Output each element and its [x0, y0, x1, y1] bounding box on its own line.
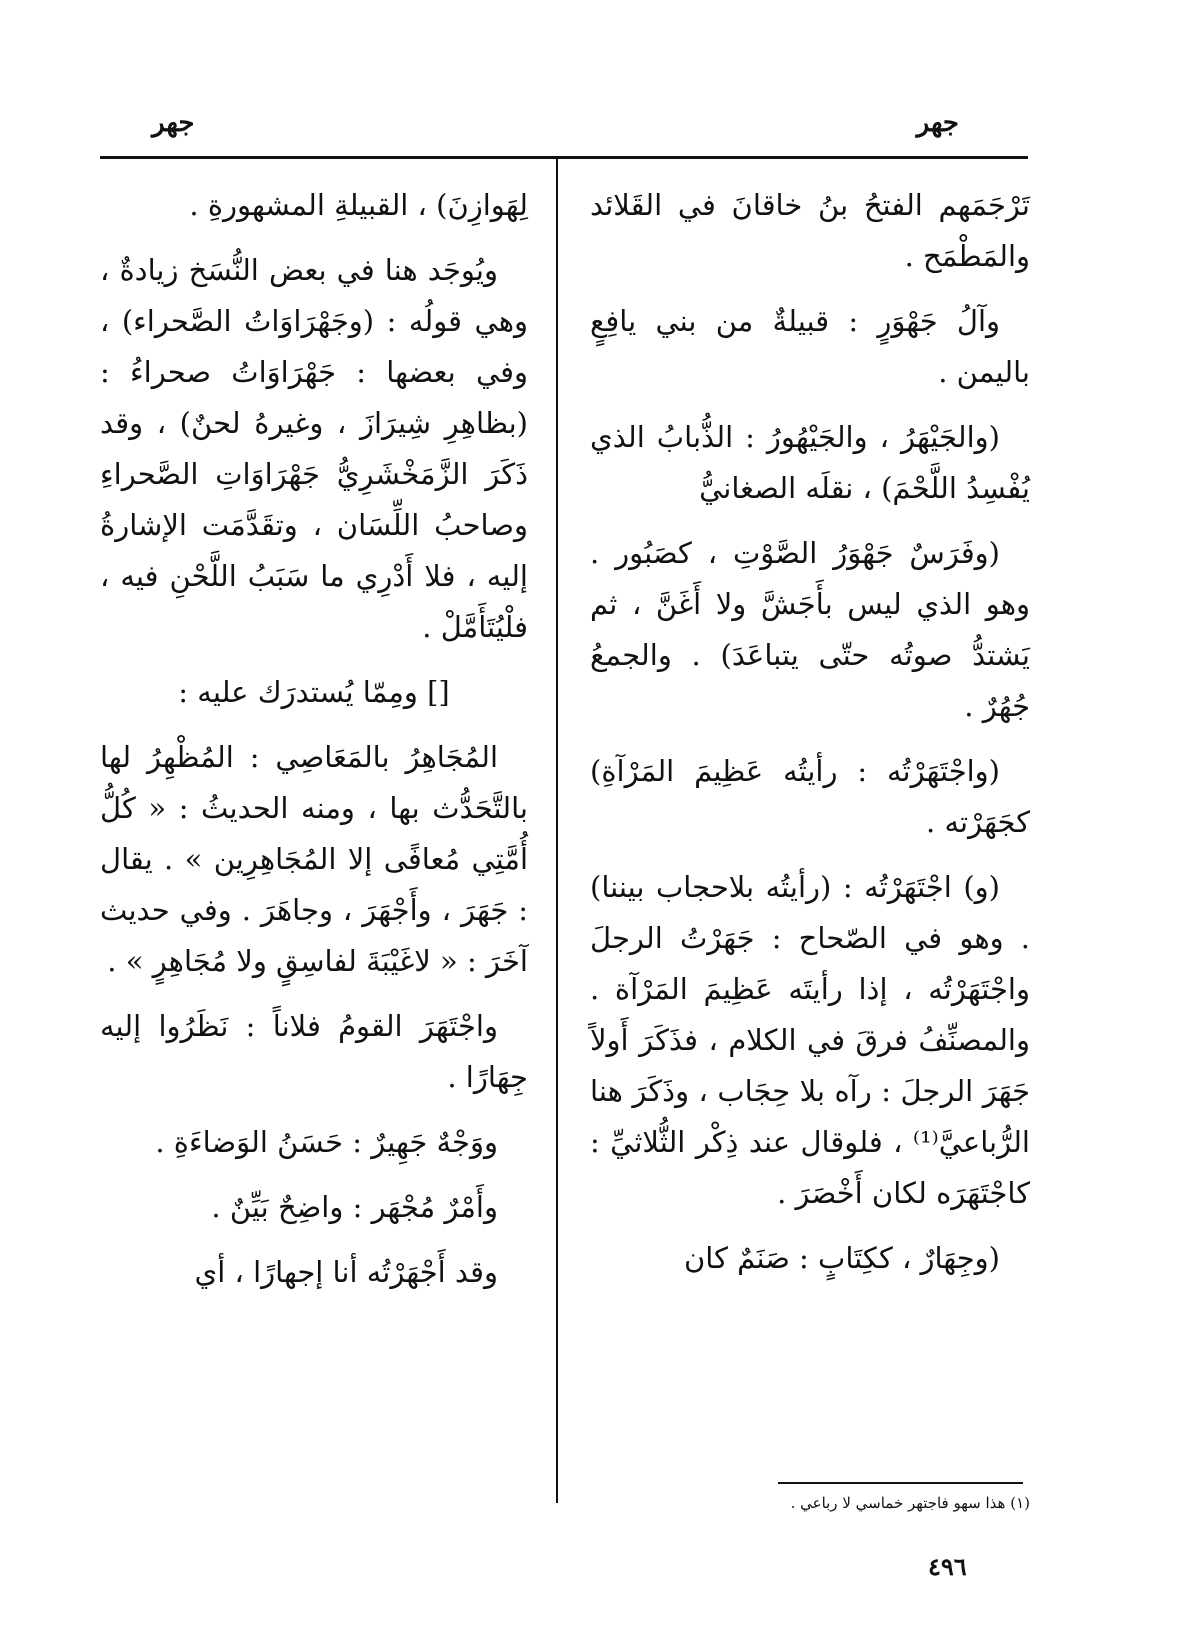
paragraph: وأَمْرٌ مُجْهَر : واضِحٌ بَيِّنٌ . [211, 1190, 498, 1224]
paragraph: (وجِهَارٌ ، ككِتَابٍ : صَنَمٌ كان [684, 1241, 1000, 1275]
running-header-right: جهر [916, 108, 959, 138]
left-column [100, 180, 528, 1312]
paragraph: (واجْتَهَرْتُه : رأيتُه عَظِيمَ المَرْآةِ) كجَهَرْته . [590, 754, 1030, 839]
section-heading: [] ومِمّا يُستدرَك عليه : [178, 675, 450, 709]
paragraph: وقد أَجْهَرْتُه أنا إجهارًا ، أي [194, 1255, 498, 1289]
header-rule [100, 156, 1028, 159]
paragraph: المُجَاهِرُ بالمَعَاصِي : المُظْهِرُ لها بالتَّحَدُّث بها ، ومنه الحديثُ : « كُلُّ أُمَّتِي مُعافًى إلا المُجَاهِرِين » . يقال : جَهَرَ ، وأَجْهَرَ ، وجاهَرَ . وفي حديث آخَرَ : « لاغَيْبَةَ لفاسِقٍ ولا مُجَاهِرٍ » . [100, 740, 528, 978]
paragraph: (و) اجْتَهَرْتُه : (رأيتُه بلاحجاب بيننا) . وهو في الصّحاح : جَهَرْتُ الرجلَ واجْتَهَرْتُه ، إذا رأيتَه عَظِيمَ المَرْآة . والمصنِّفُ فرقَ في الكلام ، فذَكَرَ أَولاً جَهَرَ الرجلَ : رآه بلا حِجَاب ، وذَكَرَ هنا الرُّباعيَّ⁽¹⁾ ، فلوقال عند ذِكْر الثُّلاثيِّ : كاجْتَهَرَه لكان أَخْصَرَ . [590, 870, 1030, 1210]
paragraph: واجْتَهَرَ القومُ فلاناً : نَظَرُوا إليه جِهَارًا . [100, 1009, 528, 1094]
paragraph: وآلُ جَهْوَرٍ : قبيلةٌ من بني يافِعٍ باليمن . [590, 304, 1030, 389]
paragraph: تَرْجَمَهم الفتحُ بنُ خاقانَ في القَلائد والمَطْمَح . [590, 188, 1030, 273]
footnote-rule [778, 1482, 1023, 1484]
footnote: (١) هذا سهو فاجتهر خماسي لا رباعي . [790, 1494, 1030, 1512]
page-number: ٤٩٦ [928, 1552, 967, 1581]
running-header-left: جهر [152, 108, 195, 138]
paragraph: لِهَوازِنَ) ، القبيلةِ المشهورةِ . [189, 188, 528, 222]
paragraph: ووَجْهٌ جَهِيرٌ : حَسَنُ الوَضاءَةِ . [155, 1125, 498, 1159]
paragraph: (وفَرَسٌ جَهْوَرُ الصَّوْتِ ، كصَبُور . وهو الذي ليس بأَجَشَّ ولا أَغَنَّ ، ثم يَشتدُّ صوتُه حتّى يتباعَدَ) . والجمعُ جُهُرٌ . [590, 536, 1030, 723]
paragraph: ويُوجَد هنا في بعض النُّسَخ زيادةٌ ، وهي قولُه : (وجَهْرَاوَاتُ الصَّحراء) ، وفي بعضها : جَهْرَاوَاتُ صحراءُ : (بظاهِرِ شِيرَازَ ، وغيرهُ لحنٌ) ، وقد ذَكَرَ الزَّمَخْشَرِيُّ جَهْرَاوَاتِ الصَّحراءِ وصاحبُ اللِّسَان ، وتقَدَّمَت الإشارةُ إليه ، فلا أَدْرِي ما سَبَبُ اللَّحْنِ فيه ، فلْيُتَأَمَّلْ . [100, 253, 528, 644]
column-divider [556, 158, 558, 1503]
right-column [590, 180, 1030, 1298]
paragraph: (والجَيْهَرُ ، والجَيْهُورُ : الذُّبابُ الذي يُفْسِدُ اللَّحْمَ) ، نقلَه الصغانيُّ [590, 420, 1030, 505]
